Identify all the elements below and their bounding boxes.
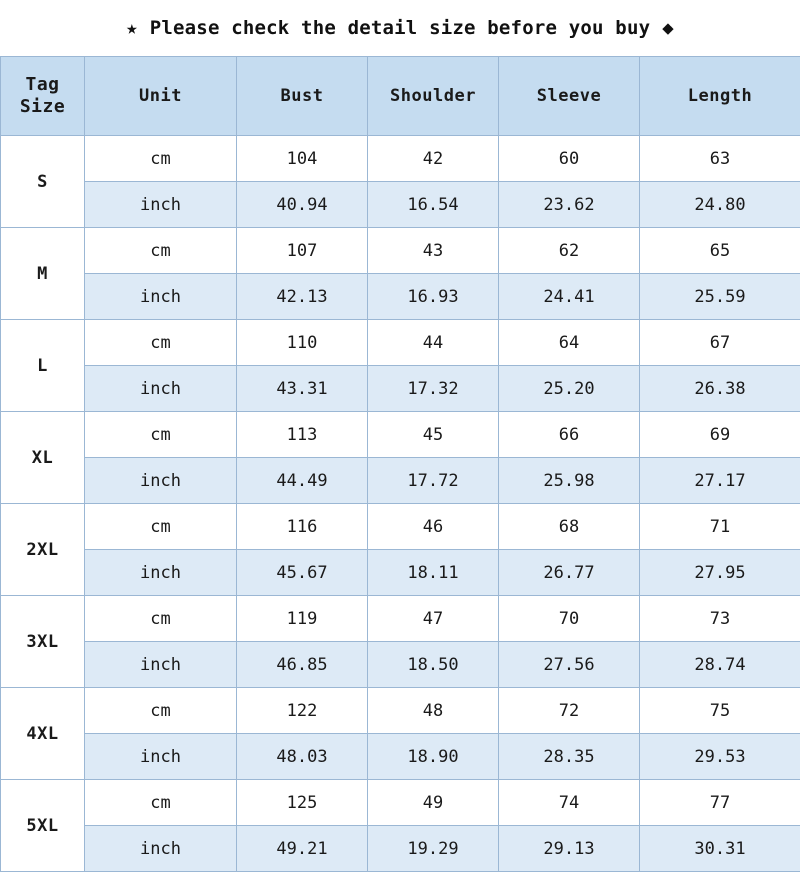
- header-tag-size-line1: Tag: [1, 74, 84, 97]
- unit-cell-inch: inch: [85, 642, 237, 688]
- value-cell-inch-shoulder: 18.11: [368, 550, 499, 596]
- value-cell-inch-length: 29.53: [640, 734, 800, 780]
- header-bust: Bust: [237, 57, 368, 136]
- value-cell-inch-sleeve: 23.62: [499, 182, 640, 228]
- table-row: [1, 688, 800, 734]
- value-cell-inch-shoulder: 18.90: [368, 734, 499, 780]
- diamond-icon: ◆: [662, 19, 674, 38]
- size-label-cell: M: [1, 228, 85, 320]
- header-tag-size-line2: Size: [1, 96, 84, 119]
- value-cell-inch-shoulder: 16.54: [368, 182, 499, 228]
- value-cell-cm-shoulder: 43: [368, 228, 499, 274]
- value-cell-inch-sleeve: 28.35: [499, 734, 640, 780]
- value-cell-cm-sleeve: 62: [499, 228, 640, 274]
- table-row: [1, 458, 800, 504]
- unit-cell-inch: inch: [85, 458, 237, 504]
- value-cell-cm-sleeve: 70: [499, 596, 640, 642]
- value-cell-inch-sleeve: 25.98: [499, 458, 640, 504]
- value-cell-cm-sleeve: 64: [499, 320, 640, 366]
- table-row: [1, 412, 800, 458]
- value-cell-inch-bust: 40.94: [237, 182, 368, 228]
- value-cell-cm-length: 65: [640, 228, 800, 274]
- value-cell-inch-bust: 42.13: [237, 274, 368, 320]
- value-cell-inch-length: 28.74: [640, 642, 800, 688]
- value-cell-cm-shoulder: 46: [368, 504, 499, 550]
- table-row: [1, 642, 800, 688]
- unit-cell-cm: cm: [85, 412, 237, 458]
- value-cell-cm-sleeve: 74: [499, 780, 640, 826]
- unit-cell-inch: inch: [85, 182, 237, 228]
- value-cell-inch-sleeve: 29.13: [499, 826, 640, 872]
- table-row: [1, 182, 800, 228]
- table-row: [1, 734, 800, 780]
- unit-cell-inch: inch: [85, 826, 237, 872]
- value-cell-inch-shoulder: 18.50: [368, 642, 499, 688]
- table-row: [1, 504, 800, 550]
- table-row: [1, 320, 800, 366]
- value-cell-cm-length: 63: [640, 136, 800, 182]
- value-cell-inch-bust: 49.21: [237, 826, 368, 872]
- value-cell-inch-shoulder: 17.72: [368, 458, 499, 504]
- size-table: [0, 56, 800, 872]
- size-label-cell: 5XL: [1, 780, 85, 872]
- size-label-cell: L: [1, 320, 85, 412]
- value-cell-inch-shoulder: 17.32: [368, 366, 499, 412]
- value-cell-cm-length: 71: [640, 504, 800, 550]
- value-cell-inch-bust: 43.31: [237, 366, 368, 412]
- value-cell-inch-bust: 45.67: [237, 550, 368, 596]
- value-cell-inch-bust: 46.85: [237, 642, 368, 688]
- value-cell-cm-length: 77: [640, 780, 800, 826]
- value-cell-cm-bust: 104: [237, 136, 368, 182]
- notice-banner-text: Please check the detail size before you buy: [150, 17, 650, 39]
- unit-cell-cm: cm: [85, 780, 237, 826]
- value-cell-inch-length: 26.38: [640, 366, 800, 412]
- value-cell-inch-sleeve: 24.41: [499, 274, 640, 320]
- table-row: [1, 274, 800, 320]
- table-row: [1, 366, 800, 412]
- value-cell-cm-bust: 116: [237, 504, 368, 550]
- value-cell-inch-length: 25.59: [640, 274, 800, 320]
- value-cell-cm-sleeve: 72: [499, 688, 640, 734]
- value-cell-cm-bust: 125: [237, 780, 368, 826]
- size-label-cell: 2XL: [1, 504, 85, 596]
- value-cell-cm-shoulder: 44: [368, 320, 499, 366]
- header-tag-size: [1, 57, 85, 136]
- size-table-header: [1, 57, 800, 136]
- size-label-cell: 3XL: [1, 596, 85, 688]
- unit-cell-inch: inch: [85, 550, 237, 596]
- value-cell-cm-bust: 113: [237, 412, 368, 458]
- value-cell-cm-sleeve: 68: [499, 504, 640, 550]
- value-cell-inch-sleeve: 27.56: [499, 642, 640, 688]
- value-cell-inch-bust: 48.03: [237, 734, 368, 780]
- value-cell-cm-shoulder: 47: [368, 596, 499, 642]
- table-row: [1, 596, 800, 642]
- notice-banner: [0, 0, 800, 56]
- unit-cell-inch: inch: [85, 274, 237, 320]
- unit-cell-cm: cm: [85, 136, 237, 182]
- header-unit: Unit: [85, 57, 237, 136]
- value-cell-inch-sleeve: 26.77: [499, 550, 640, 596]
- value-cell-inch-sleeve: 25.20: [499, 366, 640, 412]
- table-row: [1, 550, 800, 596]
- unit-cell-cm: cm: [85, 504, 237, 550]
- value-cell-cm-bust: 119: [237, 596, 368, 642]
- value-cell-inch-bust: 44.49: [237, 458, 368, 504]
- value-cell-cm-sleeve: 60: [499, 136, 640, 182]
- table-row: [1, 136, 800, 182]
- table-row: [1, 780, 800, 826]
- table-row: [1, 228, 800, 274]
- unit-cell-cm: cm: [85, 320, 237, 366]
- header-row: [1, 57, 800, 136]
- value-cell-inch-length: 27.95: [640, 550, 800, 596]
- value-cell-cm-shoulder: 49: [368, 780, 499, 826]
- value-cell-cm-shoulder: 45: [368, 412, 499, 458]
- value-cell-inch-length: 27.17: [640, 458, 800, 504]
- unit-cell-inch: inch: [85, 734, 237, 780]
- header-sleeve: Sleeve: [499, 57, 640, 136]
- unit-cell-inch: inch: [85, 366, 237, 412]
- size-label-cell: XL: [1, 412, 85, 504]
- value-cell-cm-bust: 107: [237, 228, 368, 274]
- value-cell-cm-bust: 110: [237, 320, 368, 366]
- size-label-cell: S: [1, 136, 85, 228]
- unit-cell-cm: cm: [85, 688, 237, 734]
- value-cell-cm-shoulder: 42: [368, 136, 499, 182]
- value-cell-cm-length: 73: [640, 596, 800, 642]
- value-cell-cm-length: 69: [640, 412, 800, 458]
- table-row: [1, 826, 800, 872]
- value-cell-cm-length: 67: [640, 320, 800, 366]
- header-shoulder: Shoulder: [368, 57, 499, 136]
- value-cell-inch-shoulder: 19.29: [368, 826, 499, 872]
- value-cell-inch-length: 30.31: [640, 826, 800, 872]
- value-cell-inch-length: 24.80: [640, 182, 800, 228]
- header-length: Length: [640, 57, 800, 136]
- unit-cell-cm: cm: [85, 596, 237, 642]
- size-table-body: [1, 136, 800, 872]
- value-cell-inch-shoulder: 16.93: [368, 274, 499, 320]
- star-icon: ★: [126, 19, 138, 38]
- value-cell-cm-sleeve: 66: [499, 412, 640, 458]
- value-cell-cm-shoulder: 48: [368, 688, 499, 734]
- size-label-cell: 4XL: [1, 688, 85, 780]
- value-cell-cm-length: 75: [640, 688, 800, 734]
- value-cell-cm-bust: 122: [237, 688, 368, 734]
- unit-cell-cm: cm: [85, 228, 237, 274]
